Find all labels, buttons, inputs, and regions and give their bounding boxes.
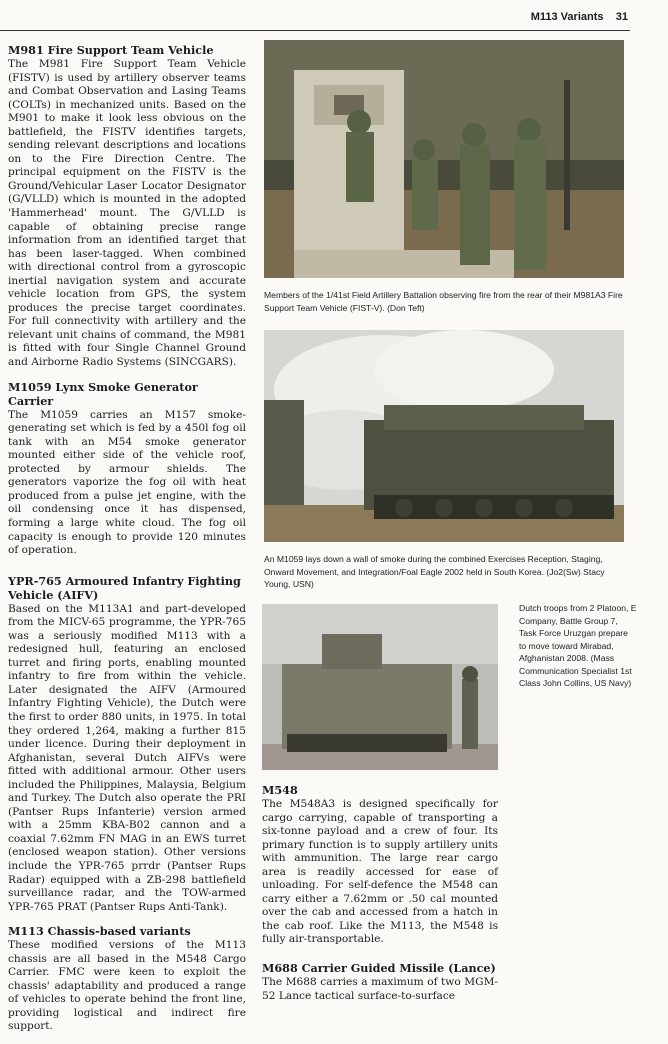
section-m981 xyxy=(8,43,246,370)
section-heading: YPR-765 Armoured Infantry Fighting Vehicle (AIFV) xyxy=(8,573,241,602)
photo-m1059-illustration xyxy=(264,330,624,542)
right-column xyxy=(262,783,498,1013)
running-head xyxy=(531,11,628,23)
section-body: These modified versions of the M113 chassis are all based in the M548 Cargo Carrier. FMC were keen to exploit the chassis' adaptability and produced a range of vehicles to operate behind the front line, providing logistical and indirect fire support. xyxy=(8,939,246,1033)
caption-photo3: Dutch troops from 2 Platoon, E Company, Battle Group 7, Task Force Uruzgan prepare to move toward Mirabad, Afghanistan 2008. (Mass Communication Specialist 1st Class John Collins, US Navy) xyxy=(519,603,637,688)
caption-photo2: An M1059 lays down a wall of smoke during the combined Exercises Reception, Staging, Onward Movement, and Integration/Foal Eagle 2002 held in South Korea. (Jo2(Sw) Stacy Young, USN) xyxy=(264,554,605,589)
section-m688 xyxy=(262,961,498,1003)
page-header xyxy=(0,8,668,30)
section-body: The M1059 carries an M157 smoke-generating set which is fed by a 450l fog oil tank with an M54 smoke generator mounted either side of the vehicle roof, protected by armour shields. The generators vaporize the fog oil with heat produced from a pulse jet engine, with the oil condensing once it has dispensed, forming a large white cloud. The fog oil capacity is enough to provide 120 minutes of operation. xyxy=(8,408,246,557)
section-heading: M1059 Lynx Smoke Generator Carrier xyxy=(8,379,198,408)
section-body: Based on the M113A1 and part-developed from the MICV-65 programme, the YPR-765 was a seriously modified M113 with a redesigned hull, featuring an enclosed turret and firing ports, enabling mounted infantry to fire from within the vehicle. Later designated the AIFV (Armoured Infantry Fighting Vehicle), the Dutch were the first to order 880 units, in 1975. In total they ordered 1,264, making a further 815 under licence. During their deployment in Afghanistan, several Dutch AIFVs were fitted with additional armour. Other users included the Philippines, Malaysia, Belgium and Turkey. The Dutch also operate the PRI (Pantser Rups Infanterie) version armed with a 25mm KBA-B02 cannon and a coaxial 7.62mm FN MAG in an EWS turret (enclosed weapon station). Other versions include the YPR-765 prrdr (Pantser Rups Radar) equipped with a ZB-298 battlefield surveillance radar, and the TOW-armed YPR-765 PRAT (Pantser Rups Anti-Tank). xyxy=(8,602,246,913)
photo-fistv-illustration xyxy=(264,40,624,278)
section-body: The M981 Fire Support Team Vehicle (FISTV) is used by artillery observer teams and Combat Observation and Lasing Teams (COLTs) in mechanized units. Based on the M901 to make it look less obvious on the battlefield, the FISTV identifies targets, sending relevant descriptions and locations on to the Fire Direction Centre. The principal equipment on the FISTV is the Ground/Vehicular Laser Locator Designator (G/VLLD) which is mounted in the adopted 'Hammerhead' mount. The G/VLLD is capable of obtaining precise range information from an identified target that has been laser-tagged. When combined with directional control from a gyroscopic inertial navigation system and accurate vehicle location from GPS, the system produces the precise target coordinates. For full connectivity with artillery and the relevant unit chains of command, the M981 is fitted with four Single Channel Ground and Airborne Radio Systems (SINCGARS). xyxy=(8,58,246,369)
photo-m1059-smoke xyxy=(264,330,624,542)
section-heading: M548 xyxy=(262,783,298,797)
photo-fistv-crew xyxy=(264,40,624,278)
chapter-title: M113 Variants xyxy=(530,11,604,23)
section-body: The M688 carries a maximum of two MGM-52 Lance tactical surface-to-surface xyxy=(262,976,498,1002)
section-ypr765 xyxy=(8,574,246,915)
section-body: The M548A3 is designed specifically for cargo carrying, capable of transporting a six-tonne payload and a crew of four. Its primary function is to supply artillery units with ammunition. The large rear cargo area is readily accessed for ease of unloading. For self-defence the M548 can carry either a 7.62mm or .50 cal mounted over the cab and accessed from a hatch in the cab roof. Like the M113, the M548 is fully air-transportable. xyxy=(262,798,498,946)
left-column xyxy=(8,43,246,1044)
section-m548 xyxy=(262,783,498,947)
section-heading: M981 Fire Support Team Vehicle xyxy=(8,43,214,57)
section-heading: M113 Chassis-based variants xyxy=(8,924,191,939)
caption-photo1: Members of the 1/41st Field Artillery Battalion observing fire from the rear of their M981A3 Fire Support Team Vehicle (FIST-V). (Don Teft) xyxy=(264,290,623,313)
section-chassis-variants xyxy=(8,924,246,1034)
header-rule xyxy=(0,30,630,31)
photo-ypr765-illustration xyxy=(262,604,498,770)
section-heading: M688 Carrier Guided Missile (Lance) xyxy=(262,961,496,976)
section-m1059 xyxy=(8,380,246,558)
photo-dutch-ypr765 xyxy=(262,604,498,770)
page-number: 31 xyxy=(615,11,628,23)
